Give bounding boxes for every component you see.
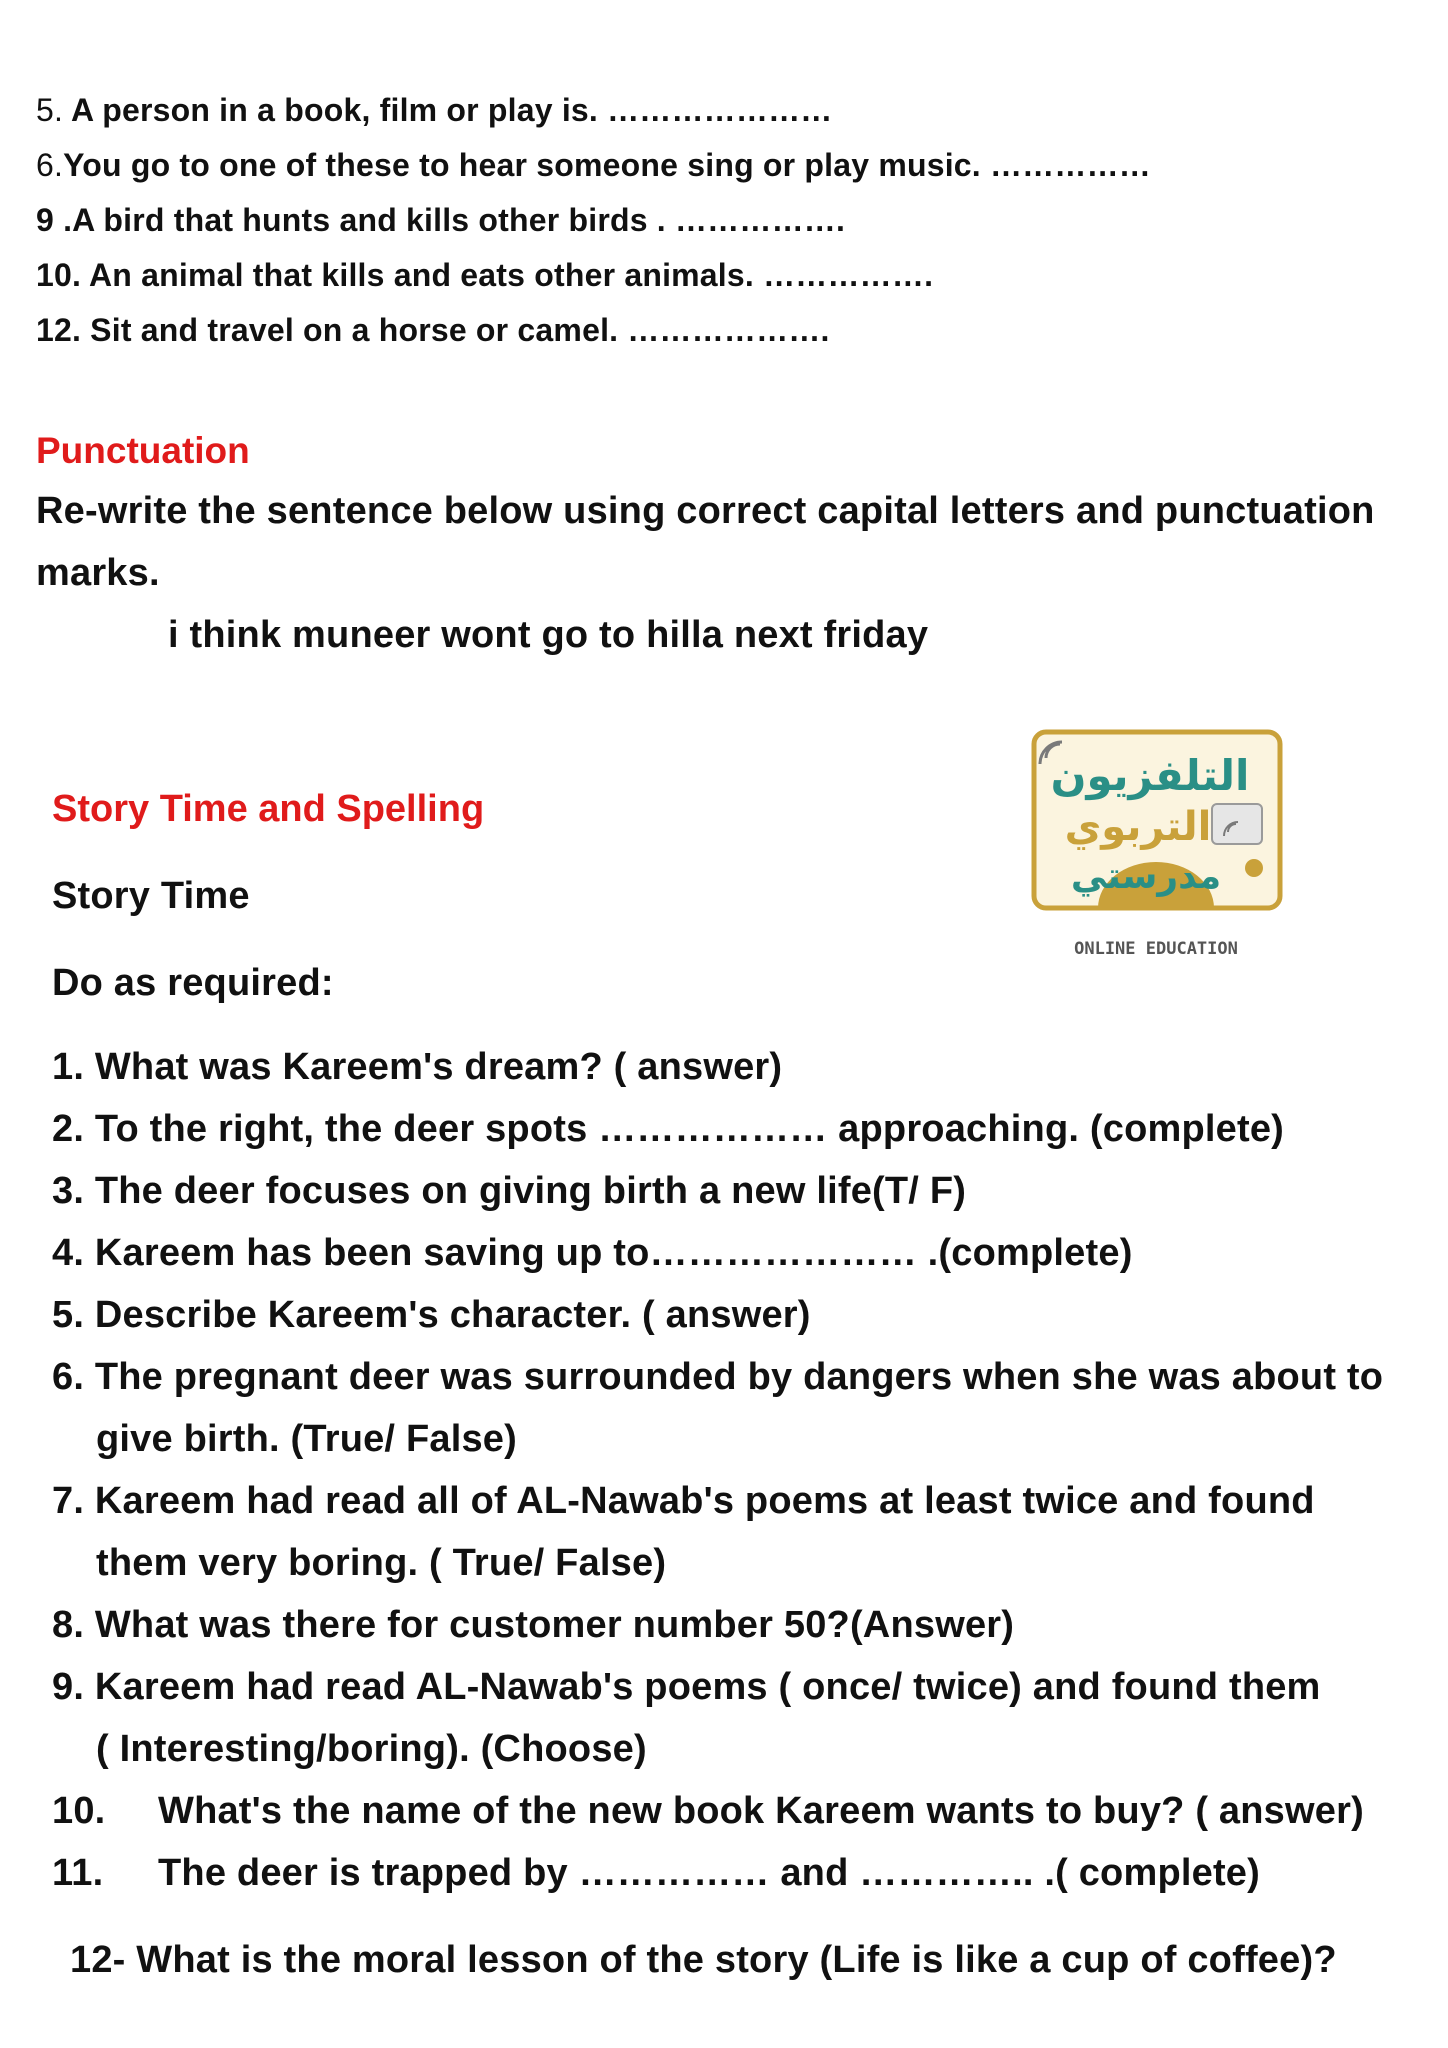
question-number: 6. <box>52 1356 85 1398</box>
question-3 <box>52 1170 966 1213</box>
question-number: 4. <box>52 1232 85 1274</box>
punctuation-instruction-line1: Re-write the sentence below using correct capital letters and punctuation <box>36 490 1375 532</box>
punctuation-sentence: i think muneer wont go to hilla next friday <box>168 614 929 656</box>
story-subheading: Story Time <box>52 875 250 917</box>
question-text: The deer is trapped by …………… and ………….. .( complete) <box>158 1852 1260 1894</box>
question-text: Describe Kareem's character. ( answer) <box>94 1294 811 1336</box>
question-6-continued: give birth. (True/ False) <box>96 1418 517 1460</box>
vocab-item-10 <box>36 257 933 294</box>
vocab-item-5 <box>36 92 832 129</box>
vocab-item-9 <box>36 202 845 239</box>
question-6 <box>52 1356 1383 1399</box>
question-number: 9. <box>52 1666 85 1708</box>
vocab-item-number: 10. <box>36 257 82 293</box>
question-1 <box>52 1046 782 1089</box>
story-instruction: Do as required: <box>52 962 334 1004</box>
question-text: The pregnant deer was surrounded by dangers when she was about to <box>94 1356 1384 1398</box>
question-5 <box>52 1294 811 1337</box>
story-heading: Story Time and Spelling <box>52 788 485 830</box>
question-text: Kareem had read AL-Nawab's poems ( once/ twice) and found them <box>94 1666 1321 1708</box>
vocab-item-text: You go to one of these to hear someone sing or play music. …………… <box>63 147 1151 183</box>
question-text: What was Kareem's dream? ( answer) <box>94 1046 783 1088</box>
vocab-item-text: Sit and travel on a horse or camel. ………………. <box>81 312 830 348</box>
channel-logo <box>1028 728 1286 960</box>
question-number: 11. <box>52 1852 104 1894</box>
logo-arabic-line1: التلفزيون <box>1050 751 1250 800</box>
question-text: What was there for customer number 50?(Answer) <box>94 1604 1015 1646</box>
logo-graphic <box>1028 728 1286 960</box>
question-number: 3. <box>52 1170 85 1212</box>
question-8 <box>52 1604 1014 1647</box>
question-7-continued: them very boring. ( True/ False) <box>96 1542 667 1584</box>
question-text: To the right, the deer spots ……………… approaching. (complete) <box>94 1108 1285 1150</box>
final-question: 12- What is the moral lesson of the story (Life is like a cup of coffee)? <box>70 1939 1337 1981</box>
question-number: 1. <box>52 1046 85 1088</box>
question-9-continued: ( Interesting/boring). (Choose) <box>96 1728 647 1770</box>
question-number: 5. <box>52 1294 85 1336</box>
question-text: Kareem has been saving up to………………… .(complete) <box>94 1232 1133 1274</box>
question-text: Kareem had read all of AL-Nawab's poems at least twice and found <box>94 1480 1315 1522</box>
question-number: 7. <box>52 1480 85 1522</box>
question-number: 8. <box>52 1604 85 1646</box>
logo-arabic-line2: التربوي <box>1064 804 1212 850</box>
vocab-item-text: .A bird that hunts and kills other birds . ……………. <box>54 202 846 238</box>
vocab-item-text: A person in a book, film or play is. ………………… <box>63 92 833 128</box>
question-7 <box>52 1480 1315 1523</box>
logo-caption: ONLINE EDUCATION <box>1074 939 1238 959</box>
vocab-item-number: 5. <box>36 92 64 128</box>
vocab-item-12 <box>36 312 830 349</box>
vocab-item-number: 9 <box>36 202 54 238</box>
punctuation-instruction-line2: marks. <box>36 552 160 594</box>
punctuation-heading: Punctuation <box>36 430 250 471</box>
question-11 <box>52 1852 1260 1895</box>
vocab-item-6 <box>36 147 1151 184</box>
question-10 <box>52 1790 1364 1833</box>
question-number: 2. <box>52 1108 85 1150</box>
vocab-item-number: 6. <box>36 147 64 183</box>
question-number: 10. <box>52 1790 106 1832</box>
vocab-item-number: 12. <box>36 312 82 348</box>
logo-arabic-line3: مدرستي <box>1070 856 1222 897</box>
question-9 <box>52 1666 1321 1709</box>
question-4 <box>52 1232 1133 1275</box>
question-2 <box>52 1108 1284 1151</box>
question-text: The deer focuses on giving birth a new life(T/ F) <box>94 1170 967 1212</box>
vocab-item-text: An animal that kills and eats other animals. ……………. <box>81 257 934 293</box>
question-text: What's the name of the new book Kareem wants to buy? ( answer) <box>158 1790 1364 1832</box>
